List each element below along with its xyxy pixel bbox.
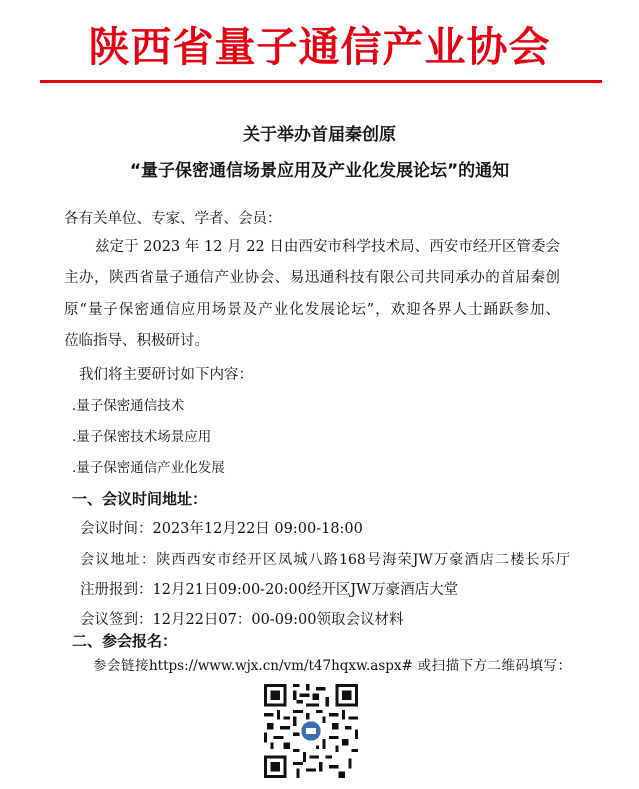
notice-title-line-2: “量子保密通信场景应用及产业化发展论坛”的通知 — [129, 161, 510, 181]
signin-time: 会议签到：12月22日07：00-09:00领取会议材料 — [80, 612, 404, 628]
letterhead-divider — [40, 80, 602, 83]
notice-title-line-1: 关于举办首届秦创原 — [243, 125, 396, 145]
topics-intro: 我们将主要研讨如下内容： — [79, 367, 253, 383]
paragraph-line-2: 主办，陕西省量子通信产业协会、易迅通科技有限公司共同承办的首届秦创 — [64, 270, 560, 286]
organization-letterhead: 陕西省量子通信产业协会 — [88, 23, 551, 71]
salutation: 各有关单位、专家、学者、会员： — [64, 211, 282, 227]
section-heading-signup: 二、参会报名： — [72, 632, 178, 650]
paragraph-line-3: 原“量子保密通信应用场景及产业化发展论坛”，欢迎各界人士踊跃参加、 — [64, 302, 560, 318]
paragraph-line-1: 兹定于 2023 年 12 月 22 日由西安市科学技术局、西安市经开区管委会 — [95, 239, 560, 255]
paragraph-line-4: 莅临指导、积极研讨。 — [64, 333, 209, 349]
registration-time: 注册报到：12月21日09:00-20:00经开区JW万豪酒店大堂 — [80, 582, 459, 598]
meeting-time: 会议时间：2023年12月22日 09:00-18:00 — [80, 521, 363, 537]
section-heading-meeting: 一、会议时间地址： — [72, 490, 208, 508]
topic-item: .量子保密通信产业化发展 — [72, 460, 225, 476]
signup-link[interactable]: 参会链接https://www.wjx.cn/vm/t47hqxw.aspx# 或扫描下方二维码填写： — [93, 658, 571, 674]
meeting-address: 会议地址：陕西西安市经开区凤城八路168号海荣JW万豪酒店二楼长乐厅 — [80, 552, 570, 568]
topic-item: .量子保密技术场景应用 — [72, 429, 212, 445]
topic-item: .量子保密通信技术 — [72, 398, 185, 414]
qr-code-icon[interactable] — [264, 684, 358, 778]
